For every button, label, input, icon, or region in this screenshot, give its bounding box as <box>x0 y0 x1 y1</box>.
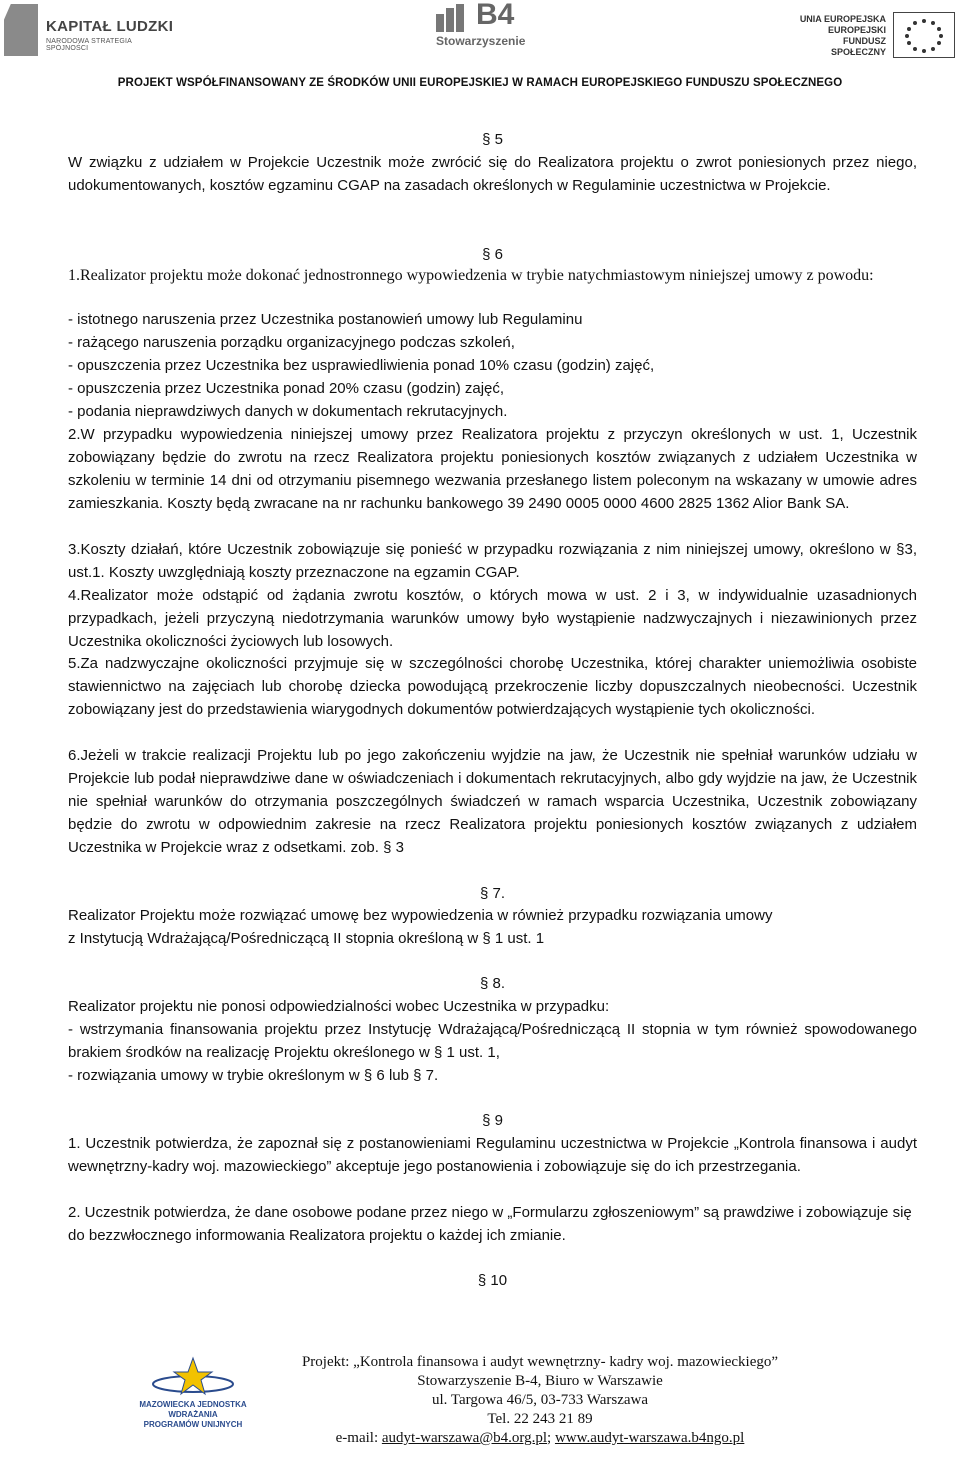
section-6-list-item: - podania nieprawdziwych danych w dokumentach rekrutacyjnych. <box>68 403 508 420</box>
footer-email-link[interactable]: audyt-warszawa@b4.org.pl <box>381 1430 548 1446</box>
section-8-item-1: - wstrzymania finansowania projektu przez Instytucję Wdrażającą/Pośredniczącą II stopnia w tym również spowodowanego brakiem środków na realizację Projektu określonego w § 1 ust. 1, <box>68 1021 917 1061</box>
section-9-heading: § 9 <box>482 1112 503 1129</box>
section-6-point-5: 5.Za nadzwyczajne okoliczności przyjmuje się w szczególności chorobę Uczestnika, której charakter uniemożliwia osobiste stawiennictwo na zajęciach lub chorobę dziecka powodującą przekroczenie liczby dopuszczalnych nieobecności. Uczestnik zobowiązany jest do przedstawienia wiarygodnych dokumentów potwierdzających wystąpienie tych okoliczności. <box>68 655 917 718</box>
footer-website-link[interactable]: www.audyt-warszawa.b4ngo.pl <box>554 1430 745 1446</box>
b4-mark-icon <box>436 4 468 32</box>
b4-logo <box>436 0 536 50</box>
section-6-list-item: - opuszczenia przez Uczestnika bez usprawiedliwienia ponad 10% czasu (godzin) zajęć, <box>68 357 655 374</box>
footer-project: Projekt: „Kontrola finansowa i audyt wewnętrzny- kadry woj. mazowieckiego” <box>301 1354 779 1370</box>
section-6-point-1: 1.Realizator projektu może dokonać jednostronnego wypowiedzenia w trybie natychmiastowym niniejszej umowy z powodu: <box>68 267 874 284</box>
footer-separator: ; <box>547 1430 555 1446</box>
section-6-point-4: 4.Realizator może odstąpić od żądania zwrotu kosztów, o których mowa w ust. 2 i 3, w indywidualnie uzasadnionych przypadkach, jeżeli przyczyną niedotrzymania warunków umowy było wystąpienie nadzwyczajnych i niezawinionych przez Uczestnika okoliczności życiowych lub losowych. <box>68 587 917 650</box>
section-6-heading: § 6 <box>482 246 503 263</box>
section-8-intro: Realizator projektu nie ponosi odpowiedzialności wobec Uczestnika w przypadku: <box>68 998 610 1015</box>
kapital-ludzki-title: KAPITAŁ LUDZKI <box>46 18 174 35</box>
eu-flag-icon <box>893 12 955 58</box>
section-6-point-2: 2.W przypadku wypowiedzenia niniejszej umowy przez Realizatora projektu z przyczyn określonych w ust. 1, Uczestnik zobowiązany będzie do zwrotu na rzecz Realizatora projektu poniesionych kosztów związanych z udziałem Uczestnika w szkoleniu w terminie 14 dni od otrzymaniu pisemnego wezwania przesłanego listem poleconym na wskazany w umowie adres zamieszkania. Koszty będą zwracane na nr rachunku bankowego 39 2490 0005 0000 4600 2825 1362 Alior Bank SA. <box>68 426 917 512</box>
section-6-list-item: - istotnego naruszenia przez Uczestnika postanowień umowy lub Regulaminu <box>68 311 583 328</box>
mjwpu-line-1: MAZOWIECKA JEDNOSTKA <box>139 1400 247 1409</box>
kapital-ludzki-logo <box>4 4 174 58</box>
section-5-heading: § 5 <box>482 131 503 148</box>
section-7-heading: § 7. <box>479 885 506 902</box>
section-6-point-6: 6.Jeżeli w trakcie realizacji Projektu lub po jego zakończeniu wyjdzie na jaw, że Uczestnik nie spełniał warunków udziału w Projekcie lub podał nieprawdziwe dane w oświadczeniach i dokumentach rekrutacyjnych, albo gdy wyjdzie na jaw, że Uczestnik nie spełniał warunków do otrzymania poszczególnych świadczeń w ramach wsparcia Uczestnika, Uczestnik zobowiązany będzie do zwrotu w odpowiednim zakresie na rzecz Realizatora projektu poniesionych kosztów związanych z udziałem Uczestnika w Projekcie wraz z odsetkami. zob. § 3 <box>68 747 917 856</box>
section-6-list-item: - opuszczenia przez Uczestnika ponad 20% czasu (godzin) zajęć, <box>68 380 505 397</box>
ue-text <box>798 14 886 58</box>
star-logo-icon <box>148 1356 238 1396</box>
section-8-heading: § 8. <box>479 975 506 992</box>
ue-line-2: EUROPEJSKI <box>827 25 886 35</box>
footer-links <box>290 1429 790 1448</box>
mjwpu-text <box>118 1400 268 1430</box>
ue-line-3: FUNDUSZ SPOŁECZNY <box>830 36 886 57</box>
section-10-heading: § 10 <box>477 1272 508 1289</box>
footer-contact <box>290 1353 790 1448</box>
kapital-ludzki-subtitle: NARODOWA STRATEGIA SPÓJNOŚCI <box>46 38 132 52</box>
footer-phone: Tel. 22 243 21 89 <box>487 1411 593 1427</box>
footer-org: Stowarzyszenie B-4, Biuro w Warszawie <box>417 1373 663 1389</box>
header-logos <box>0 0 960 70</box>
ue-line-1: UNIA EUROPEJSKA <box>799 14 886 24</box>
mjwpu-line-3: PROGRAMÓW UNIJNYCH <box>143 1420 243 1429</box>
kapital-ludzki-mark-icon <box>4 4 38 56</box>
unia-europejska-logo <box>798 12 958 60</box>
section-8-item-2: - rozwiązania umowy w trybie określonym w § 6 lub § 7. <box>68 1067 439 1084</box>
section-9-point-2: 2. Uczestnik potwierdza, że dane osobowe podane przez niego w „Formularzu zgłoszeniowym” są prawdziwe i zobowiązuje się do bezzwłocznego informowania Realizatora projektu o każdej ich zmianie. <box>68 1204 912 1244</box>
section-5-paragraph: W związku z udziałem w Projekcie Uczestnik może zwrócić się do Realizatora projektu o zwrot poniesionych przez niego, udokumentowanych, kosztów egzaminu CGAP na zasadach określonych w Regulaminie uczestnictwa w Projekcie. <box>68 154 917 194</box>
section-6-point-3: 3.Koszty działań, które Uczestnik zobowiązuje się ponieść w przypadku rozwiązania z nim niniejszej umowy, określono w §3, ust.1. Koszty uwzględniają koszty przeznaczone na egzamin CGAP. <box>68 541 917 581</box>
project-cofinancing-line: PROJEKT WSPÓŁFINANSOWANY ZE ŚRODKÓW UNII EUROPEJSKIEJ W RAMACH EUROPEJSKIEGO FUNDUSZU SPOŁECZNEGO <box>117 77 843 89</box>
section-7-line-1: Realizator Projektu może rozwiązać umowę bez wypowiedzenia w również przypadku rozwiązania umowy <box>68 907 773 924</box>
footer-address: ul. Targowa 46/5, 03-733 Warszawa <box>431 1392 649 1408</box>
b4-name: B4 <box>476 0 515 31</box>
section-7-line-2: z Instytucją Wdrażającą/Pośredniczącą II stopnia określoną w § 1 ust. 1 <box>68 930 545 947</box>
mjwpu-logo <box>118 1356 268 1446</box>
b4-subtitle: Stowarzyszenie <box>436 34 526 48</box>
section-6-list-item: - rażącego naruszenia porządku organizacyjnego podczas szkoleń, <box>68 334 515 351</box>
mjwpu-line-2: WDRAŻANIA <box>168 1410 218 1419</box>
section-9-point-1: 1. Uczestnik potwierdza, że zapoznał się z postanowieniami Regulaminu uczestnictwa w Projekcie „Kontrola finansowa i audyt wewnętrzny-kadry woj. mazowieckiego” akceptuje jego postanowienia i zobowiązuje się do ich przestrzegania. <box>68 1135 917 1175</box>
footer-email-label: e-mail: <box>335 1430 382 1446</box>
